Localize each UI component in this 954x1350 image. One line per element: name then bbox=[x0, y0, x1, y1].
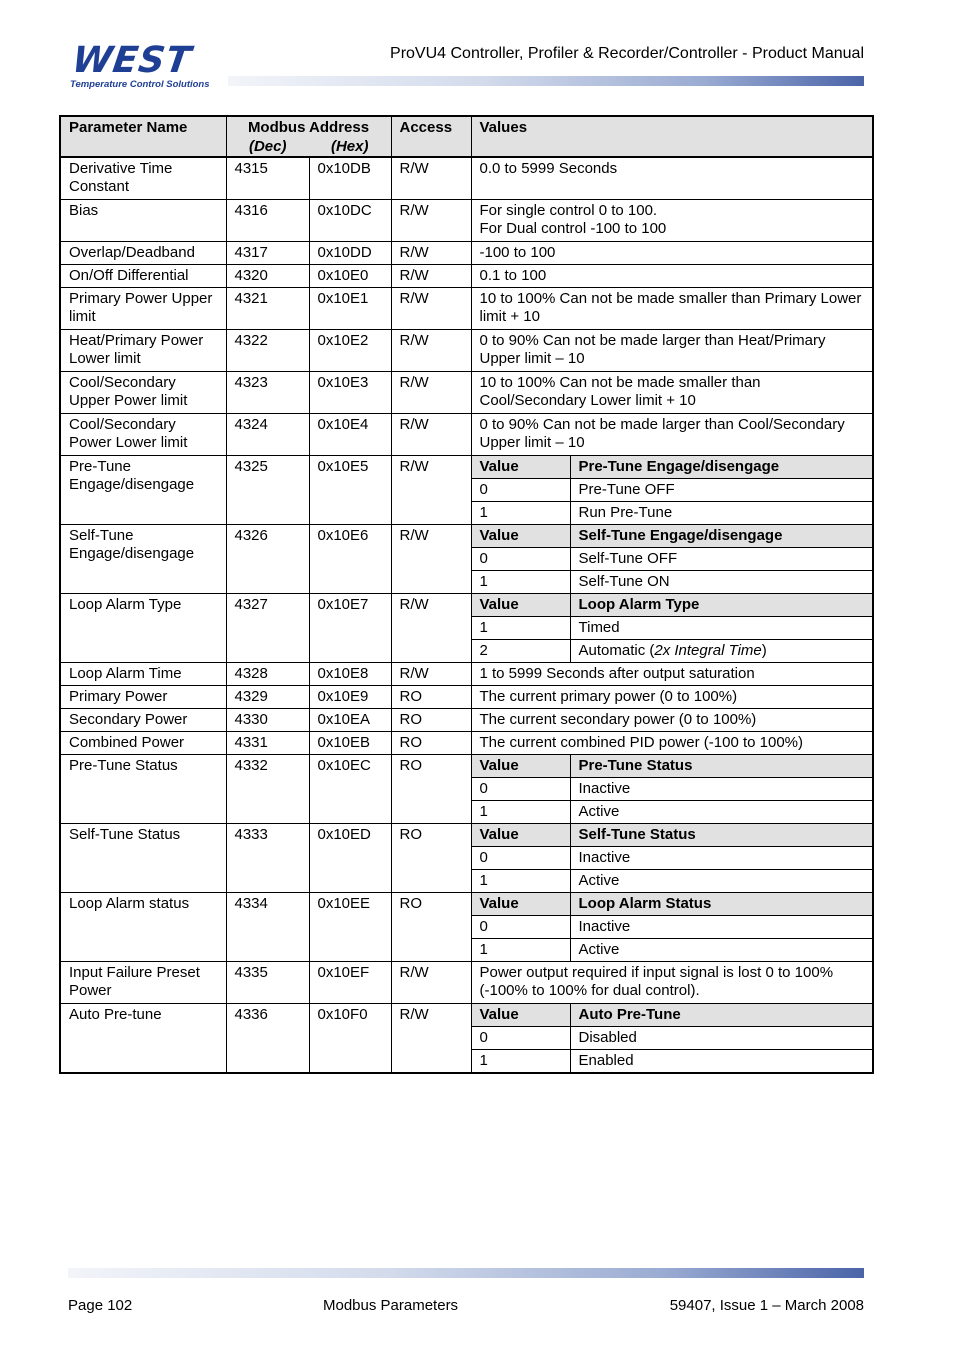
enum-value: 0 bbox=[472, 847, 571, 870]
table-row bbox=[60, 414, 873, 456]
header-dec: (Dec) bbox=[226, 138, 309, 157]
values-cell: 0.0 to 5999 Seconds bbox=[471, 157, 873, 200]
enum-meaning: Pre-Tune OFF bbox=[570, 479, 872, 502]
access-cell: R/W bbox=[391, 200, 471, 242]
hex-address-cell: 0x10E6 bbox=[309, 525, 391, 594]
enum-meaning: Automatic (2x Integral Time) bbox=[578, 642, 767, 659]
dec-address-cell: 4335 bbox=[226, 962, 309, 1004]
parameter-name-cell: Secondary Power bbox=[60, 709, 226, 732]
table-header-row bbox=[60, 116, 873, 138]
value-enum-header bbox=[472, 755, 873, 778]
table-row bbox=[60, 265, 873, 288]
values-cell bbox=[471, 824, 873, 893]
access-cell: R/W bbox=[391, 525, 471, 594]
access-cell: RO bbox=[391, 824, 471, 893]
table-row bbox=[60, 372, 873, 414]
hex-address-cell: 0x10E1 bbox=[309, 288, 391, 330]
enum-meaning: Active bbox=[578, 803, 620, 820]
enum-value: 1 bbox=[472, 870, 571, 893]
table-row bbox=[60, 242, 873, 265]
table-row bbox=[60, 200, 873, 242]
access-cell: RO bbox=[391, 755, 471, 824]
enum-value: 0 bbox=[472, 778, 571, 801]
enum-value: 1 bbox=[472, 801, 571, 824]
parameter-name-cell: Loop Alarm status bbox=[60, 893, 226, 962]
table-row bbox=[60, 755, 873, 824]
dec-address-cell: 4336 bbox=[226, 1004, 309, 1074]
table-row bbox=[60, 732, 873, 755]
parameter-name-cell: Input Failure Preset Power bbox=[60, 962, 226, 1004]
enum-value: 0 bbox=[472, 548, 571, 571]
hex-address-cell: 0x10E2 bbox=[309, 330, 391, 372]
values-cell bbox=[471, 525, 873, 594]
values-cell: 10 to 100% Can not be made smaller than Cool/Secondary Lower limit + 10 bbox=[471, 372, 873, 414]
value-enum-row bbox=[472, 640, 873, 663]
enum-value: 1 bbox=[472, 617, 571, 640]
value-enum-table bbox=[472, 893, 873, 961]
dec-address-cell: 4333 bbox=[226, 824, 309, 893]
values-cell: 10 to 100% Can not be made smaller than Primary Lower limit + 10 bbox=[471, 288, 873, 330]
value-enum-table bbox=[472, 1004, 873, 1072]
dec-address-cell: 4321 bbox=[226, 288, 309, 330]
dec-address-cell: 4317 bbox=[226, 242, 309, 265]
value-enum-row bbox=[472, 617, 873, 640]
hex-address-cell: 0x10E5 bbox=[309, 456, 391, 525]
values-line: For Dual control -100 to 100 bbox=[479, 220, 667, 237]
access-cell: R/W bbox=[391, 157, 471, 200]
parameter-name-cell: Combined Power bbox=[60, 732, 226, 755]
table-row bbox=[60, 288, 873, 330]
header-access: Access bbox=[391, 116, 471, 157]
value-enum-header bbox=[472, 594, 873, 617]
access-cell: RO bbox=[391, 732, 471, 755]
values-cell: -100 to 100 bbox=[471, 242, 873, 265]
enum-header-value: Value bbox=[472, 1004, 571, 1027]
values-cell: The current primary power (0 to 100%) bbox=[471, 686, 873, 709]
value-enum-row bbox=[472, 502, 873, 525]
value-enum-row bbox=[472, 870, 873, 893]
enum-meaning: Inactive bbox=[570, 778, 872, 801]
enum-header-meaning: Pre-Tune Engage/disengage bbox=[570, 456, 872, 479]
values-line: For single control 0 to 100. bbox=[479, 202, 658, 219]
enum-header-value: Value bbox=[472, 525, 571, 548]
parameter-name-cell: Derivative Time Constant bbox=[60, 157, 226, 200]
enum-value: 0 bbox=[472, 916, 571, 939]
hex-address-cell: 0x10DC bbox=[309, 200, 391, 242]
value-enum-row bbox=[472, 778, 873, 801]
parameter-name-cell: Self-Tune Engage/disengage bbox=[60, 525, 226, 594]
value-enum-header bbox=[472, 525, 873, 548]
enum-value: 1 bbox=[472, 571, 571, 594]
table-row bbox=[60, 330, 873, 372]
dec-address-cell: 4328 bbox=[226, 663, 309, 686]
footer-band bbox=[68, 1268, 864, 1278]
enum-meaning: Active bbox=[578, 941, 620, 958]
parameter-name-cell: Loop Alarm Time bbox=[60, 663, 226, 686]
enum-meaning: Inactive bbox=[570, 847, 872, 870]
dec-address-cell: 4316 bbox=[226, 200, 309, 242]
parameter-name-cell: On/Off Differential bbox=[60, 265, 226, 288]
dec-address-cell: 4326 bbox=[226, 525, 309, 594]
table-row bbox=[60, 663, 873, 686]
access-cell: RO bbox=[391, 709, 471, 732]
access-cell: R/W bbox=[391, 372, 471, 414]
values-cell bbox=[471, 893, 873, 962]
values-cell: 0 to 90% Can not be made larger than Heat/Primary Upper limit – 10 bbox=[471, 330, 873, 372]
dec-address-cell: 4329 bbox=[226, 686, 309, 709]
header-hex: (Hex) bbox=[309, 138, 391, 157]
access-cell: R/W bbox=[391, 1004, 471, 1074]
enum-meaning: Disabled bbox=[570, 1027, 872, 1050]
dec-address-cell: 4334 bbox=[226, 893, 309, 962]
values-cell bbox=[471, 456, 873, 525]
enum-header-meaning: Auto Pre-Tune bbox=[570, 1004, 872, 1027]
enum-header-meaning: Pre-Tune Status bbox=[570, 755, 872, 778]
dec-address-cell: 4325 bbox=[226, 456, 309, 525]
hex-address-cell: 0x10E7 bbox=[309, 594, 391, 663]
table-row bbox=[60, 824, 873, 893]
values-cell: 0 to 90% Can not be made larger than Cool/Secondary Upper limit – 10 bbox=[471, 414, 873, 456]
values-cell bbox=[471, 1004, 873, 1074]
table-row bbox=[60, 525, 873, 594]
table-body bbox=[60, 157, 873, 1073]
values-cell: The current secondary power (0 to 100%) bbox=[471, 709, 873, 732]
access-cell: R/W bbox=[391, 414, 471, 456]
hex-address-cell: 0x10EE bbox=[309, 893, 391, 962]
dec-address-cell: 4315 bbox=[226, 157, 309, 200]
access-cell: R/W bbox=[391, 288, 471, 330]
table-row bbox=[60, 962, 873, 1004]
values-cell bbox=[471, 594, 873, 663]
table-row bbox=[60, 893, 873, 962]
value-enum-table bbox=[472, 456, 873, 524]
footer-document-id: 59407, Issue 1 – March 2008 bbox=[669, 1297, 864, 1314]
enum-meaning: Active bbox=[578, 872, 620, 889]
header-values: Values bbox=[471, 116, 873, 157]
hex-address-cell: 0x10E4 bbox=[309, 414, 391, 456]
values-cell: The current combined PID power (-100 to 100%) bbox=[471, 732, 873, 755]
access-cell: R/W bbox=[391, 330, 471, 372]
values-cell: 0.1 to 100 bbox=[471, 265, 873, 288]
values-cell bbox=[471, 755, 873, 824]
enum-value: 2 bbox=[472, 640, 571, 663]
values-cell: Power output required if input signal is lost 0 to 100% (-100% to 100% for dual control). bbox=[471, 962, 873, 1004]
dec-address-cell: 4327 bbox=[226, 594, 309, 663]
table-row bbox=[60, 456, 873, 525]
hex-address-cell: 0x10E3 bbox=[309, 372, 391, 414]
table-row bbox=[60, 709, 873, 732]
enum-meaning: Run Pre-Tune bbox=[578, 504, 673, 521]
enum-meaning: Timed bbox=[570, 617, 872, 640]
value-enum-header bbox=[472, 824, 873, 847]
parameter-name-cell: Cool/Secondary Upper Power limit bbox=[60, 372, 226, 414]
enum-meaning: Self-Tune OFF bbox=[570, 548, 872, 571]
document-title: ProVU4 Controller, Profiler & Recorder/Controller - Product Manual bbox=[390, 45, 864, 62]
enum-header-meaning: Self-Tune Status bbox=[570, 824, 872, 847]
dec-address-cell: 4330 bbox=[226, 709, 309, 732]
footer-section: Modbus Parameters bbox=[323, 1297, 459, 1314]
value-enum-row bbox=[472, 571, 873, 594]
enum-meaning: Enabled bbox=[578, 1052, 634, 1069]
enum-value: 1 bbox=[472, 1050, 571, 1073]
parameter-name-cell: Primary Power bbox=[60, 686, 226, 709]
enum-value: 1 bbox=[472, 502, 571, 525]
access-cell: R/W bbox=[391, 594, 471, 663]
hex-address-cell: 0x10DB bbox=[309, 157, 391, 200]
access-cell: R/W bbox=[391, 962, 471, 1004]
dec-address-cell: 4323 bbox=[226, 372, 309, 414]
parameter-name-cell: Pre-Tune Status bbox=[60, 755, 226, 824]
west-logo bbox=[69, 40, 230, 90]
access-cell: RO bbox=[391, 686, 471, 709]
parameter-name-cell: Overlap/Deadband bbox=[60, 242, 226, 265]
value-enum-table bbox=[472, 594, 873, 662]
dec-address-cell: 4331 bbox=[226, 732, 309, 755]
enum-header-value: Value bbox=[472, 755, 571, 778]
enum-meaning: Inactive bbox=[570, 916, 872, 939]
value-enum-row bbox=[472, 801, 873, 824]
dec-address-cell: 4324 bbox=[226, 414, 309, 456]
dec-address-cell: 4322 bbox=[226, 330, 309, 372]
access-cell: R/W bbox=[391, 663, 471, 686]
parameter-name-cell: Heat/Primary Power Lower limit bbox=[60, 330, 226, 372]
hex-address-cell: 0x10ED bbox=[309, 824, 391, 893]
value-enum-table bbox=[472, 525, 873, 593]
header-parameter-name: Parameter Name bbox=[60, 116, 226, 157]
parameter-name-cell: Pre-Tune Engage/disengage bbox=[60, 456, 226, 525]
hex-address-cell: 0x10F0 bbox=[309, 1004, 391, 1074]
footer-page-number: Page 102 bbox=[68, 1297, 133, 1314]
dec-address-cell: 4320 bbox=[226, 265, 309, 288]
value-enum-row bbox=[472, 479, 873, 502]
enum-value: 1 bbox=[472, 939, 571, 962]
value-enum-row bbox=[472, 1027, 873, 1050]
hex-address-cell: 0x10EB bbox=[309, 732, 391, 755]
enum-header-meaning: Loop Alarm Type bbox=[570, 594, 872, 617]
values-cell bbox=[471, 200, 873, 242]
value-enum-row bbox=[472, 916, 873, 939]
value-enum-table bbox=[472, 824, 873, 892]
hex-address-cell: 0x10E0 bbox=[309, 265, 391, 288]
enum-header-value: Value bbox=[472, 893, 571, 916]
value-enum-header bbox=[472, 893, 873, 916]
value-enum-table bbox=[472, 755, 873, 823]
table-row bbox=[60, 686, 873, 709]
hex-address-cell: 0x10E8 bbox=[309, 663, 391, 686]
enum-header-value: Value bbox=[472, 594, 571, 617]
value-enum-row bbox=[472, 939, 873, 962]
value-enum-header bbox=[472, 456, 873, 479]
enum-meaning: Self-Tune ON bbox=[578, 573, 670, 590]
enum-value: 0 bbox=[472, 479, 571, 502]
access-cell: R/W bbox=[391, 456, 471, 525]
enum-header-value: Value bbox=[472, 824, 571, 847]
hex-address-cell: 0x10EC bbox=[309, 755, 391, 824]
value-enum-row bbox=[472, 847, 873, 870]
enum-value: 0 bbox=[472, 1027, 571, 1050]
header-band bbox=[228, 76, 864, 86]
value-enum-header bbox=[472, 1004, 873, 1027]
hex-address-cell: 0x10EF bbox=[309, 962, 391, 1004]
parameter-name-cell: Self-Tune Status bbox=[60, 824, 226, 893]
parameter-name-cell: Cool/Secondary Power Lower limit bbox=[60, 414, 226, 456]
access-cell: RO bbox=[391, 893, 471, 962]
hex-address-cell: 0x10EA bbox=[309, 709, 391, 732]
value-enum-row bbox=[472, 1050, 873, 1073]
parameter-name-cell: Auto Pre-tune bbox=[60, 1004, 226, 1074]
value-enum-row bbox=[472, 548, 873, 571]
enum-header-value: Value bbox=[472, 456, 571, 479]
modbus-parameter-table bbox=[59, 115, 874, 1074]
access-cell: R/W bbox=[391, 265, 471, 288]
table-row bbox=[60, 594, 873, 663]
table-row bbox=[60, 157, 873, 200]
parameter-name-cell: Loop Alarm Type bbox=[60, 594, 226, 663]
parameter-name-cell: Primary Power Upper limit bbox=[60, 288, 226, 330]
parameter-name-cell: Bias bbox=[60, 200, 226, 242]
hex-address-cell: 0x10E9 bbox=[309, 686, 391, 709]
hex-address-cell: 0x10DD bbox=[309, 242, 391, 265]
header-modbus-address: Modbus Address bbox=[226, 116, 391, 138]
logo-wordmark: WEST bbox=[69, 40, 195, 81]
table-row bbox=[60, 1004, 873, 1074]
enum-header-meaning: Loop Alarm Status bbox=[570, 893, 872, 916]
enum-header-meaning: Self-Tune Engage/disengage bbox=[570, 525, 872, 548]
values-cell: 1 to 5999 Seconds after output saturation bbox=[471, 663, 873, 686]
access-cell: R/W bbox=[391, 242, 471, 265]
dec-address-cell: 4332 bbox=[226, 755, 309, 824]
logo-tagline: Temperature Control Solutions bbox=[70, 79, 210, 90]
